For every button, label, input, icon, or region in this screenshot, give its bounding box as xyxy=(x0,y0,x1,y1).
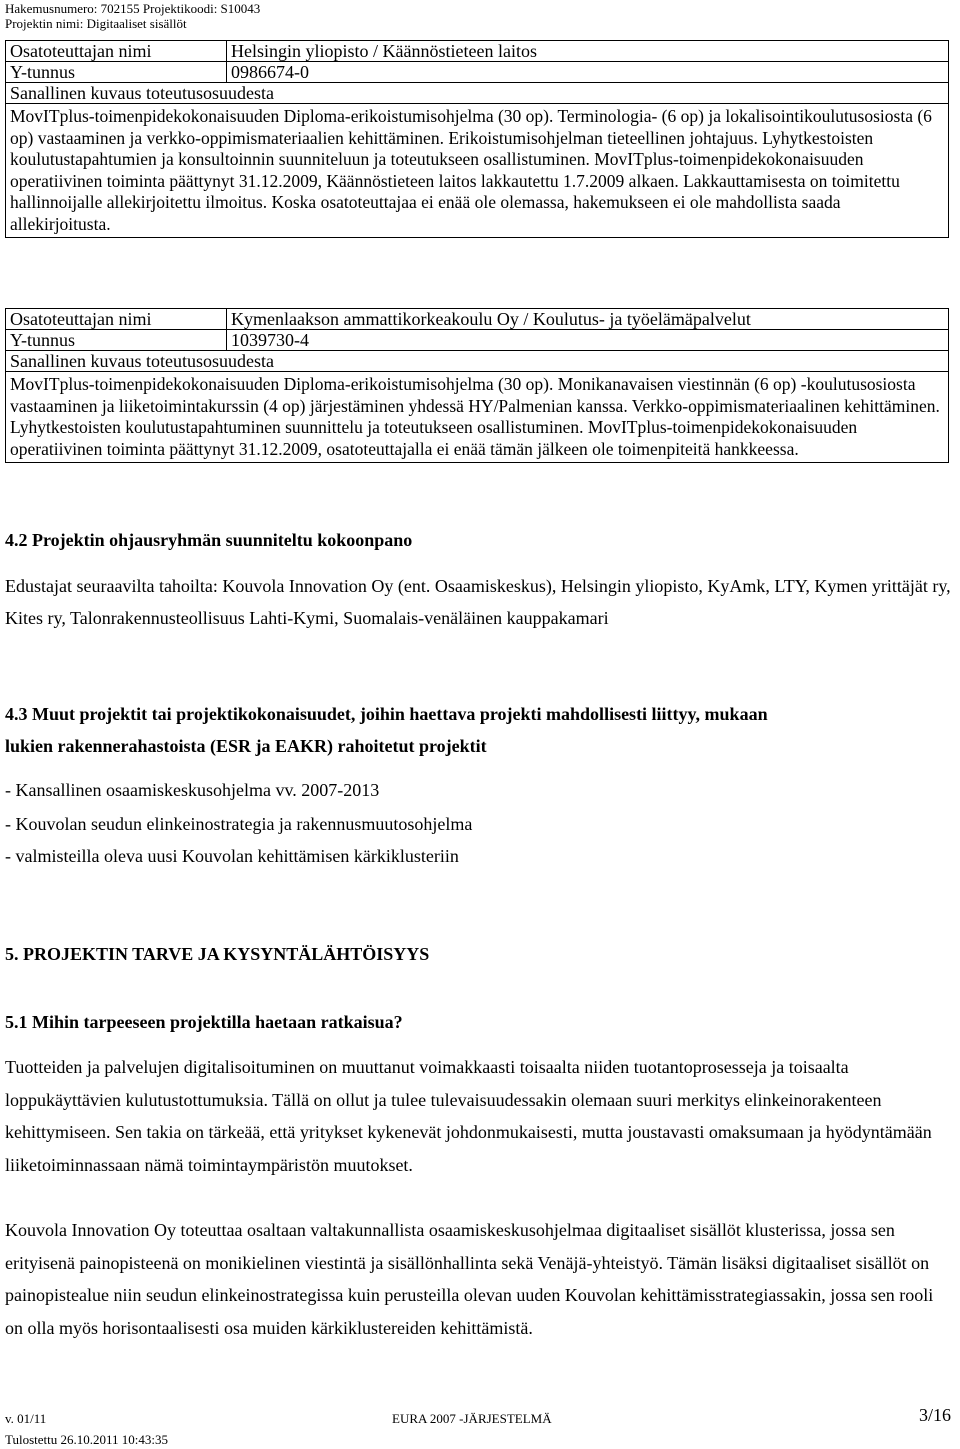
footer-printed: Tulostettu 26.10.2011 10:43:35 xyxy=(5,1432,169,1447)
footer-page-number: 3/16 xyxy=(919,1405,952,1425)
header-project-name: Projektin nimi: Digitaaliset sisällöt xyxy=(5,16,187,31)
section-4-2-heading: 4.2 Projektin ohjausryhmän suunniteltu kokoonpano xyxy=(5,530,413,550)
partner-table-2 xyxy=(5,308,949,463)
partner-id-value: 0986674-0 xyxy=(227,62,949,83)
section-5-1-heading: 5.1 Mihin tarpeeseen projektilla haetaan ratkaisua? xyxy=(5,1012,403,1032)
footer-system: EURA 2007 -JÄRJESTELMÄ xyxy=(392,1411,552,1426)
related-project-item: - Kouvolan seudun elinkeinostrategia ja rakennusmuutosohjelma xyxy=(5,814,473,834)
partner-id-value: 1039730-4 xyxy=(227,330,949,351)
related-project-item: - Kansallinen osaamiskeskusohjelma vv. 2007-2013 xyxy=(5,780,380,800)
related-project-item: - valmisteilla oleva uusi Kouvolan kehittämisen kärkiklusteriin xyxy=(5,846,459,866)
section-5-heading: 5. PROJEKTIN TARVE JA KYSYNTÄLÄHTÖISYYS xyxy=(5,944,430,964)
partner-name-label: Osatoteuttajan nimi xyxy=(6,309,227,330)
partner-name-value: Kymenlaakson ammattikorkeakoulu Oy / Koulutus- ja työelämäpalvelut xyxy=(227,309,949,330)
section-4-2-text: Edustajat seuraavilta tahoilta: Kouvola Innovation Oy (ent. Osaamiskeskus), Helsingin yliopisto, KyAmk, LTY, Kymen yrittäjät ry, Kites ry, Talonrakennusteollisuus Lahti-Kymi, Suomalais-venäläinen kauppakamari xyxy=(5,576,951,628)
partner-desc-label: Sanallinen kuvaus toteutusosuudesta xyxy=(6,83,949,104)
partner-desc-text: MovITplus-toimenpidekokonaisuuden Diploma-erikoistumisohjelma (30 op). Monikanavaisen viestinnän (6 op) -koulutusosiosta vastaaminen ja liiketoimintakurssin (4 op) järjestäminen yhdessä HY/Palmenian kanssa. Verkko-oppimismateriaalinen kehittäminen. Lyhytkestoisten koulutustapahtuminen suunnittelu ja toteutukseen osallistuminen. MovITplus-toimenpidekokonaisuuden operatiivinen toiminta päättynyt 31.12.2009, osatoteuttajalla ei enää tämän jälkeen ole toimenpiteitä hankkeessa. xyxy=(6,372,949,463)
section-4-3-heading: 4.3 Muut projektit tai projektikokonaisuudet, joihin haettava projekti mahdollisesti liittyy, mukaan xyxy=(5,704,768,724)
partner-id-label: Y-tunnus xyxy=(6,62,227,83)
partner-name-label: Osatoteuttajan nimi xyxy=(6,41,227,62)
section-4-3-heading-cont: lukien rakennerahastoista (ESR ja EAKR) rahoitetut projektit xyxy=(5,736,487,756)
partner-desc-label: Sanallinen kuvaus toteutusosuudesta xyxy=(6,351,949,372)
header-application-number: Hakemusnumero: 702155 Projektikoodi: S10043 xyxy=(5,1,261,16)
partner-id-label: Y-tunnus xyxy=(6,330,227,351)
footer-version: v. 01/11 xyxy=(5,1411,47,1426)
partner-name-value: Helsingin yliopisto / Käännöstieteen laitos xyxy=(227,41,949,62)
partner-table-1 xyxy=(5,40,949,238)
section-5-1-paragraph-2: Kouvola Innovation Oy toteuttaa osaltaan valtakunnallista osaamiskeskusohjelmaa digitaaliset sisällöt klusterissa, jossa sen erityisenä painopisteenä on monikielinen viestintä ja sisällönhallinta sekä Venäjä-yhteistyö. Tämän lisäksi digitaaliset sisällöt on painopistealue niin seudun elinkeinostrategissa kuin perusteilla olevan uuden Kouvolan kehittämisstrategiassakin, jossa sen rooli on olla myös horisontaalisesti osa muiden kärkiklustereiden kehittämistä. xyxy=(5,1220,934,1338)
partner-desc-text: MovITplus-toimenpidekokonaisuuden Diploma-erikoistumisohjelma (30 op). Terminologia- (6 op) ja lokalisointikoulutusosiosta (6 op) vastaaminen ja verkko-oppimismateriaalien kehittäminen. Erikoistumisohjelman tieteellinen johtajuus. Lyhytkestoisten koulutustapahtumien ja konsultoinnin suunniteluun ja toteutukseen osallistuminen. MovITplus-toimenpidekokonaisuuden operatiivinen toiminta päättynyt 31.12.2009, Käännöstieteen laitos lakkautettu 1.7.2009 alkaen. Lakkauttamisesta on toimitettu hallinnoijalle allekirjoitettu ilmoitus. Koska osatoteuttajaa ei enää ole olemassa, hakemukseen ei ole mahdollista saada allekirjoitusta. xyxy=(6,104,949,238)
section-5-1-paragraph-1: Tuotteiden ja palvelujen digitalisoituminen on muuttanut voimakkaasti toisaalta niiden tuotantoprosesseja ja toisaalta loppukäyttävien kulutustottumuksia. Tällä on ollut ja tulee tulevaisuudessakin olemaan suuri merkitys elinkeinorakenteen kehittymiseen. Sen takia on tärkeää, että yritykset kykenevät johdonmukaisesti, mutta joustavasti omaksumaan ja hyödyntämään liiketoiminnassaan nämä toimintaympäristön muutokset. xyxy=(5,1057,932,1175)
